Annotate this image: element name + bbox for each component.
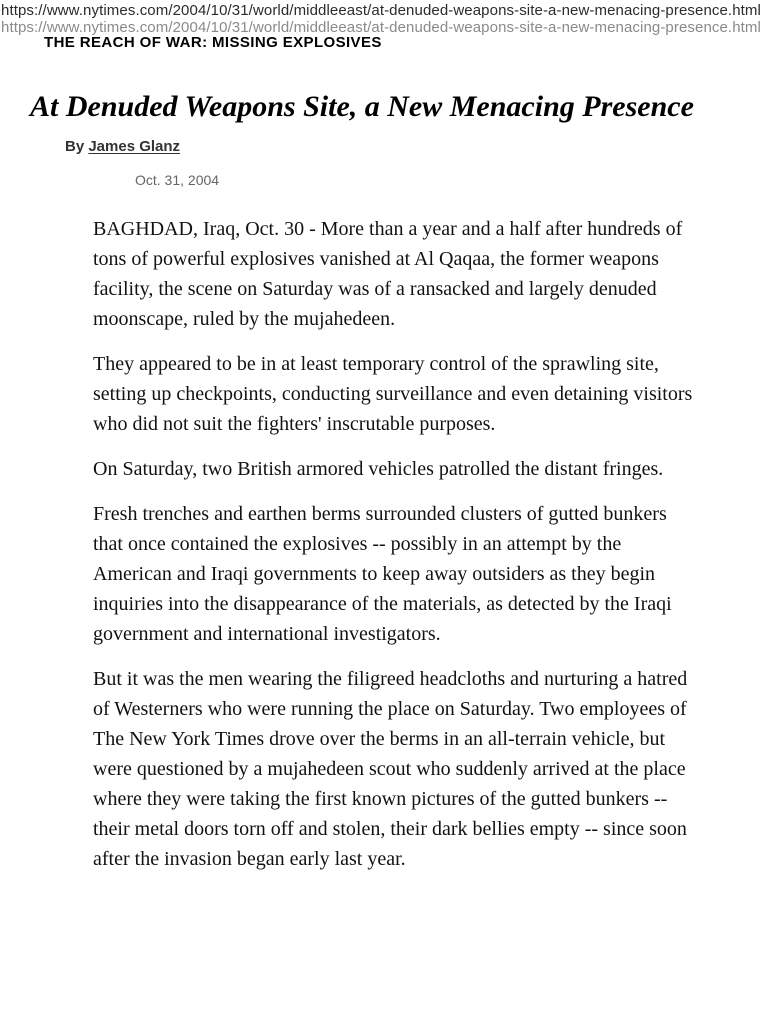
- article-kicker: THE REACH OF WAR: MISSING EXPLOSIVES: [44, 34, 382, 51]
- page-url: https://www.nytimes.com/2004/10/31/world/middleeast/at-denuded-weapons-site-a-new-menacing-presence.html: [1, 2, 761, 19]
- byline: [65, 138, 180, 156]
- article-body: [93, 214, 697, 889]
- clipped-text-line: https://www.nytimes.com/2004/10/31/world/middleeast/at-denuded-weapons-site-a-new-menacing-presence.html: [1, 19, 761, 36]
- publication-date: Oct. 31, 2004: [135, 172, 220, 188]
- article-headline: At Denuded Weapons Site, a New Menacing Presence: [30, 90, 694, 123]
- article-paragraph: But it was the men wearing the filigreed headcloths and nurturing a hatred of Westerners who were running the place on Saturday. Two employees of The New York Times drove over the berms in an all-terrain vehicle, but were questioned by a mujahedeen scout who suddenly arrived at the place where they were taking the first known pictures of the gutted bunkers -- their metal doors torn off and stolen, their dark bellies empty -- since soon after the invasion began early last year.: [93, 668, 688, 870]
- article-paragraph: They appeared to be in at least temporary control of the sprawling site, setting up checkpoints, conducting surveillance and even detaining visitors who did not suit the fighters' inscrutable purposes.: [93, 353, 693, 435]
- article-paragraph: BAGHDAD, Iraq, Oct. 30 - More than a year and a half after hundreds of tons of powerful explosives vanished at Al Qaqaa, the former weapons facility, the scene on Saturday was of a ransacked and largely denuded moonscape, ruled by the mujahedeen.: [93, 218, 683, 330]
- article-paragraph: Fresh trenches and earthen berms surrounded clusters of gutted bunkers that once contained the explosives -- possibly in an attempt by the American and Iraqi governments to keep away outsiders as they begin inquiries into the disappearance of the materials, as detected by the Iraqi government and international investigators.: [93, 503, 672, 645]
- author-link[interactable]: James Glanz: [88, 138, 181, 155]
- article-paragraph: On Saturday, two British armored vehicles patrolled the distant fringes.: [93, 458, 664, 480]
- byline-prefix: By: [65, 138, 89, 155]
